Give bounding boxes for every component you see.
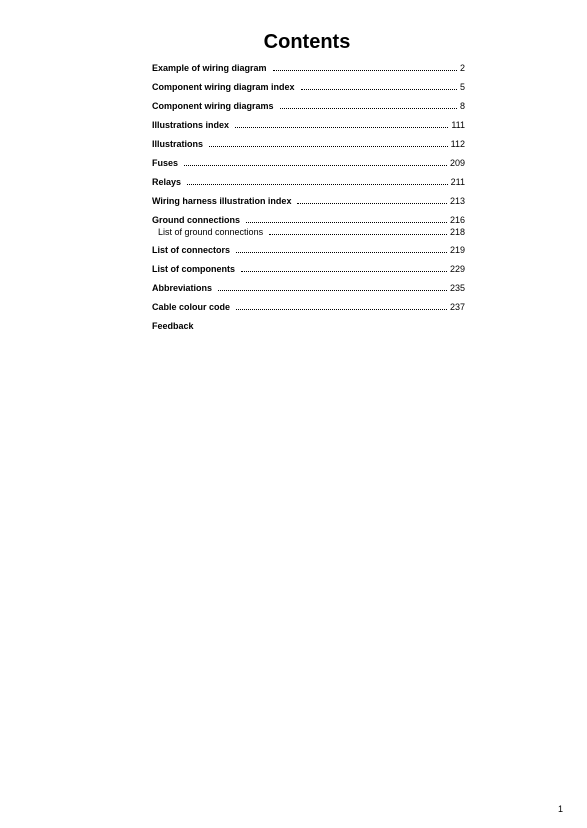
dot-leader (301, 89, 457, 90)
toc-entry-feedback[interactable] (152, 316, 465, 335)
dot-leader (280, 108, 457, 109)
dot-leader (184, 165, 447, 166)
dot-leader (246, 222, 447, 223)
dot-leader (241, 271, 447, 272)
toc-entry-cable-colour-code[interactable] (152, 297, 465, 316)
toc-entry-page: 111 (451, 119, 465, 130)
toc-entry-illustrations[interactable] (152, 134, 465, 153)
toc-entry-list-of-connectors[interactable] (152, 240, 465, 259)
toc-entry-component-wiring-diagram-index[interactable] (152, 77, 465, 96)
dot-leader (236, 252, 447, 253)
toc-entry-page: 216 (449, 214, 465, 225)
toc-entry-page: 213 (449, 195, 465, 206)
toc-entry-label: Feedback (152, 320, 194, 331)
toc-entry-label: Fuses (152, 157, 179, 168)
toc-entry-page: 2 (459, 62, 465, 73)
toc-entry-page: 112 (450, 138, 465, 149)
toc-entry-label: Illustrations (152, 138, 204, 149)
toc-entry-label: Component wiring diagram index (152, 81, 295, 92)
toc-entry-relays[interactable] (152, 172, 465, 191)
dot-leader (235, 127, 448, 128)
toc-entry-label: List of connectors (152, 244, 231, 255)
toc-entry-label: Abbreviations (152, 282, 213, 293)
toc-entry-page: 218 (449, 226, 465, 237)
toc-entry-page: 5 (459, 81, 465, 92)
dot-leader (269, 234, 447, 235)
toc-entry-list-of-components[interactable] (152, 259, 465, 278)
toc-entry-label: Wiring harness illustration index (152, 195, 292, 206)
toc-entry-label: List of components (152, 263, 235, 274)
toc-entry-page: 219 (449, 244, 465, 255)
toc-entry-page: 8 (459, 100, 465, 111)
toc-entry-label: List of ground connections (158, 226, 264, 237)
dot-leader (273, 70, 457, 71)
toc-entry-label: Illustrations index (152, 119, 230, 130)
dot-leader (209, 146, 448, 147)
toc-entry-abbreviations[interactable] (152, 278, 465, 297)
toc-entry-component-wiring-diagrams[interactable] (152, 96, 465, 115)
dot-leader (218, 290, 447, 291)
toc-entry-fuses[interactable] (152, 153, 465, 172)
toc-entry-page: 229 (449, 263, 465, 274)
page-title: Contents (263, 31, 351, 53)
toc-subentry-list-of-ground-connections[interactable] (152, 225, 465, 238)
dot-leader (187, 184, 448, 185)
toc-entry-label: Cable colour code (152, 301, 231, 312)
page-number: 1 (557, 804, 563, 814)
toc-entry-label: Component wiring diagrams (152, 100, 274, 111)
toc-entry-label: Relays (152, 176, 182, 187)
toc-entry-example-of-wiring-diagram[interactable] (152, 58, 465, 77)
dot-leader (236, 309, 447, 310)
toc-entry-page: 235 (449, 282, 465, 293)
dot-leader (297, 203, 447, 204)
toc-entry-label: Example of wiring diagram (152, 62, 267, 73)
toc-entry-page: 237 (449, 301, 465, 312)
toc-entry-illustrations-index[interactable] (152, 115, 465, 134)
toc-entry-page: 211 (450, 176, 465, 187)
toc-entry-label: Ground connections (152, 214, 241, 225)
toc-entry-page: 209 (449, 157, 465, 168)
toc-entry-wiring-harness-illustration-index[interactable] (152, 191, 465, 210)
table-of-contents (152, 58, 465, 335)
